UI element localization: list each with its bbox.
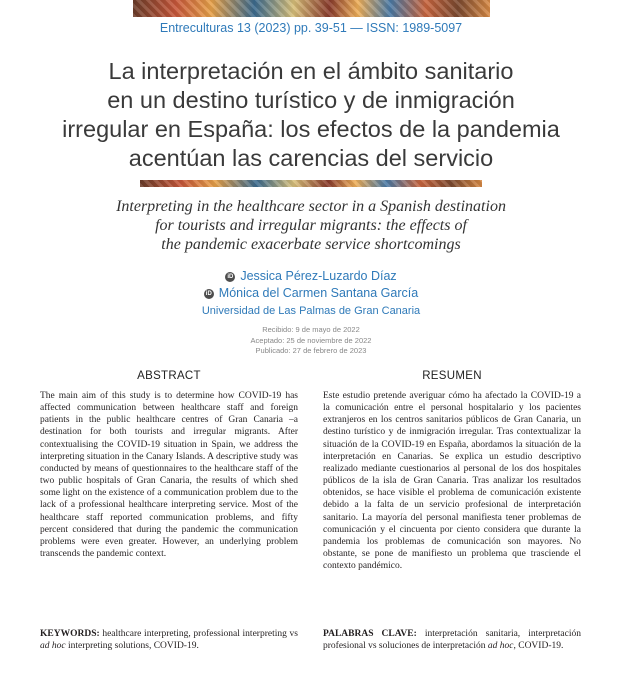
english-title xyxy=(60,197,562,254)
publication-dates xyxy=(0,325,622,357)
author-name[interactable]: Mónica del Carmen Santana García xyxy=(218,286,419,300)
resumen-text: Este estudio pretende averiguar cómo ha afectado la COVID-19 a la comunicación entre el personal hospitalario y los pacientes extranjeros en los centros sanitarios públicos de Gran Canaria, un destino turístico y de inmigración irregular. Tras contextualizar la situación de la COVID-19 en España, abordamos la situación de la interpretación en Canarias. Se explica un estudio descriptivo realizado mediante cuestionarios al personal de los dos hospitales públicos de la isla de Gran Canaria. Tras analizar los resultados obtenidos, se hace visible el problema de comunicación existente debido a la falta de un servicio profesional de interpretación sanitario. La mayoría del personal manifiesta tener problemas de comunicación y el cincuenta por ciento considera que durante la pandemia los problemas de comunicación son mayores. No obstante, se pone de manifiesto un problema que trasciende el contexto pandémico. xyxy=(323,391,581,572)
journal-citation: Entreculturas 13 (2023) pp. 39-51 — ISSN: 1989-5097 xyxy=(159,21,463,35)
orcid-icon[interactable]: iD xyxy=(205,290,212,297)
resumen-column xyxy=(323,370,581,572)
cover-art-strip-middle xyxy=(140,180,482,187)
palabras-clave-text-end: , COVID-19. xyxy=(513,641,564,652)
author-name[interactable]: Jessica Pérez-Luzardo Díaz xyxy=(240,269,397,283)
keywords-label: KEYWORDS: xyxy=(40,629,100,639)
article-title xyxy=(30,57,592,173)
abstract-heading: ABSTRACT xyxy=(137,370,201,382)
title-line: en un destino turístico y de inmigración xyxy=(107,87,515,113)
keywords-spanish xyxy=(323,628,581,653)
palabras-clave-italic: ad hoc xyxy=(487,641,514,652)
date-received: Recibido: 9 de mayo de 2022 xyxy=(262,325,360,334)
affiliation: Universidad de Las Palmas de Gran Canaria xyxy=(201,305,421,317)
keywords-english xyxy=(40,628,298,653)
palabras-clave-text: interpretación sanitaria, interpretación profesional vs soluciones de interpretación xyxy=(323,629,581,652)
title-line: acentúan las carencias del servicio xyxy=(128,145,494,171)
date-published: Publicado: 27 de febrero de 2023 xyxy=(255,346,367,355)
author-entry[interactable] xyxy=(0,285,622,302)
subtitle-line: Interpreting in the healthcare sector in a Spanish destination xyxy=(116,198,506,215)
abstract-text: The main aim of this study is to determine how COVID-19 has affected communication between healthcare staff and foreign patients in the public healthcare centres of Gran Canaria –a destination for both tourists and irregular migrants. After contextualising the COVID-19 situation in Spain, we address the interpreting situation in the Canary Islands. A descriptive study was conducted by means of questionnaires to the healthcare staff of the two public hospitals of Gran Canaria, the results of which shed some light on the existence of a communication problem due to the lack of a professional healthcare interpreting service. Most of the healthcare staff reported communication problems, and fifty percent considered that during the pandemic the communication problems were even greater. However, an underlying problem transcends the pandemic context. xyxy=(40,391,298,560)
orcid-icon[interactable]: iD xyxy=(227,273,234,280)
title-line: irregular en España: los efectos de la pandemia xyxy=(62,116,560,142)
palabras-clave-label: PALABRAS CLAVE: xyxy=(323,629,417,639)
abstract-column xyxy=(40,370,298,560)
author-entry[interactable] xyxy=(0,268,622,285)
author-block xyxy=(0,268,622,320)
date-accepted: Aceptado: 25 de noviembre de 2022 xyxy=(250,335,372,345)
resumen-heading: RESUMEN xyxy=(422,370,482,382)
keywords-text: healthcare interpreting, professional interpreting vs xyxy=(102,629,298,639)
subtitle-line: for tourists and irregular migrants: the effects of xyxy=(155,217,467,234)
cover-art-strip-top xyxy=(133,0,490,17)
keywords-italic: ad hoc xyxy=(40,641,66,652)
keywords-text-end: interpreting solutions, COVID-19. xyxy=(67,641,199,652)
subtitle-line: the pandemic exacerbate service shortcomings xyxy=(161,236,461,253)
title-line: La interpretación en el ámbito sanitario xyxy=(108,58,514,84)
